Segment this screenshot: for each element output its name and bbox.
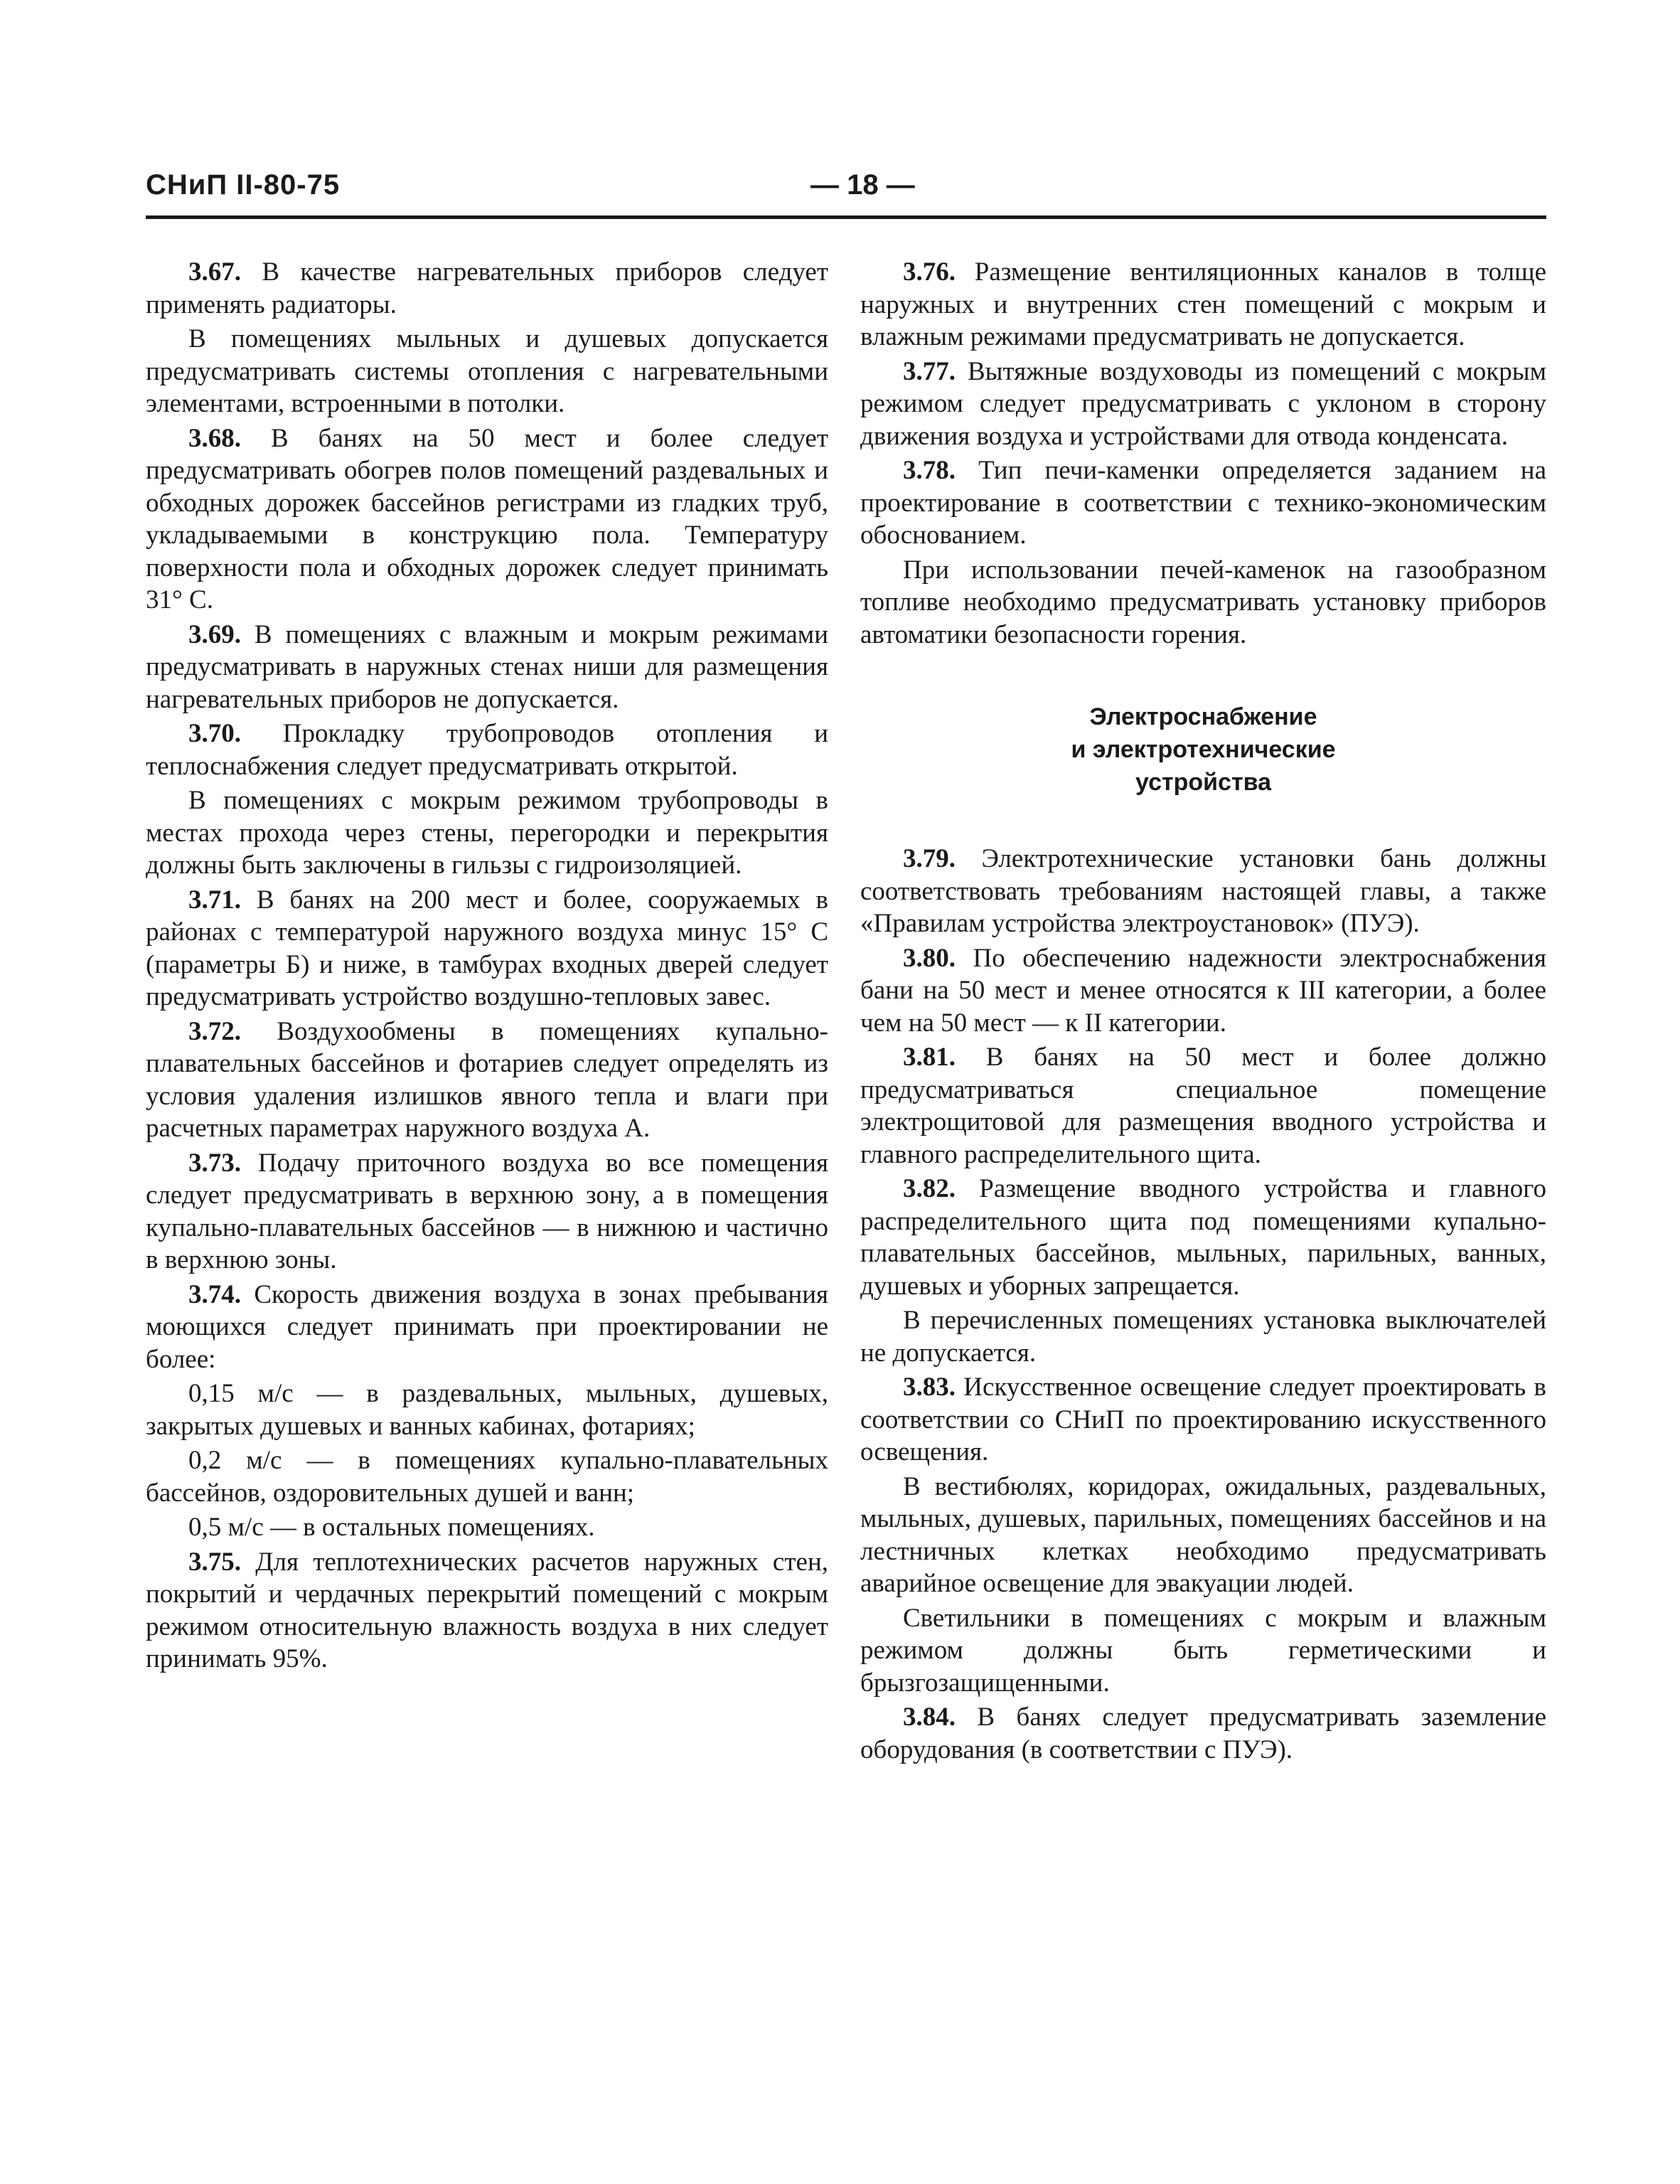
paragraph-text: Прокладку трубопроводов отопления и теплоснабжения следует предусматривать открытой.: [146, 719, 828, 781]
paragraph: [860, 1173, 1546, 1302]
paragraph-text: Скорость движения воздуха в зонах пребывания моющихся следует принимать при проектировании не более:: [146, 1279, 829, 1374]
paragraph: [860, 1371, 1546, 1469]
paragraph: [146, 1511, 828, 1544]
paragraph: [860, 554, 1546, 651]
right-column: [860, 256, 1546, 1768]
paragraph: [860, 1701, 1546, 1766]
paragraph: [146, 1546, 828, 1676]
paragraph-text: В банях следует предусматривать заземление оборудования (в соответствии с ПУЭ).: [860, 1703, 1547, 1764]
clause-number: 3.79.: [903, 844, 956, 873]
paragraph-text: Тип печи-каменки определяется заданием на проектирование в соответствии с технико-экономическим обоснованием.: [860, 456, 1546, 550]
paragraph-text: В помещениях с влажным и мокрым режимами предусматривать в наружных стенах ниши для размещения нагревательных приборов не допускается.: [146, 619, 829, 714]
header-rule: [146, 215, 1546, 219]
paragraph-text: В качестве нагревательных приборов следует применять радиаторы.: [146, 257, 829, 319]
paragraph-text: При использовании печей-каменок на газообразном топливе необходимо предусматривать установку приборов автоматики безопасности горения.: [860, 555, 1546, 649]
clause-number: 3.83.: [903, 1373, 956, 1402]
paragraph: [146, 1147, 828, 1277]
clause-number: 3.77.: [903, 356, 956, 386]
paragraph: [146, 884, 828, 1013]
paragraph: [146, 1444, 828, 1509]
paragraph-text: Светильники в помещениях с мокрым и влажным режимом должны быть герметическими и брызгозащищенными.: [860, 1603, 1546, 1698]
paragraph: [860, 942, 1546, 1040]
clause-number: 3.71.: [188, 885, 241, 915]
page-header: [146, 169, 1546, 212]
clause-number: 3.72.: [188, 1016, 241, 1046]
paragraph: [146, 323, 828, 420]
page-number: — 18 —: [810, 169, 915, 201]
document-code: СНиП II-80-75: [146, 169, 341, 201]
paragraph-text: В банях на 50 мест и более должно предусматриваться специальное помещение электрощитовой для размещения вводного устройства и главного распределительного щита.: [860, 1043, 1547, 1169]
clause-number: 3.68.: [188, 423, 241, 453]
paragraph-text: В перечисленных помещениях установка выключателей не допускается.: [860, 1306, 1546, 1368]
clause-number: 3.73.: [188, 1148, 241, 1178]
paragraph: [146, 784, 828, 882]
paragraph-text: В помещениях мыльных и душевых допускается предусматривать системы отопления с нагревательными элементами, встроенными в потолки.: [146, 324, 828, 418]
clause-number: 3.78.: [903, 456, 956, 485]
clause-number: 3.67.: [188, 257, 241, 287]
paragraph-text: В банях на 200 мест и более, сооружаемых в районах с температурой наружного воздуха минус 15° С (параметры Б) и ниже, в тамбурах входных дверей следует предусматривать устройство воздушно-тепловых завес.: [146, 885, 828, 1011]
clause-number: 3.74.: [188, 1279, 241, 1309]
paragraph-text: В банях на 50 мест и более следует предусматривать обогрев полов помещений раздевальных и обходных дорожек бассейнов регистрами из гладких труб, укладываемыми в конструкцию пола. Температуру поверхности пола и обходных дорожек следует принимать 31° С.: [146, 423, 829, 614]
paragraph-text: 0,15 м/с — в раздевальных, мыльных, душевых, закрытых душевых и ванных кабинах, фотариях;: [146, 1379, 828, 1441]
left-column: [146, 256, 828, 1678]
paragraph-text: В помещениях с мокрым режимом трубопроводы в местах прохода через стены, перегородки и перекрытия должны быть заключены в гильзы с гидроизоляцией.: [146, 786, 828, 880]
paragraph: [860, 356, 1546, 453]
paragraph: [146, 1279, 828, 1376]
clause-number: 3.80.: [903, 943, 956, 973]
paragraph: [860, 843, 1546, 940]
paragraph: [860, 256, 1546, 353]
paragraph-text: В вестибюлях, коридорах, ожидальных, раздевальных, мыльных, душевых, парильных, помещениях бассейнов и на лестничных клетках необходимо предусматривать аварийное освещение для эвакуации людей.: [860, 1471, 1546, 1598]
clause-number: 3.70.: [188, 719, 241, 748]
paragraph-text: Для теплотехнических расчетов наружных стен, покрытий и чердачных перекрытий помещений с мокрым режимом относительную влажность воздуха в них следует принимать 95%.: [146, 1547, 828, 1673]
clause-number: 3.84.: [903, 1703, 956, 1732]
paragraph: [860, 454, 1546, 552]
paragraph: [860, 1471, 1546, 1600]
paragraph: [860, 1602, 1546, 1700]
section-heading-line: и электротехнические: [1071, 736, 1336, 763]
paragraph-text: По обеспечению надежности электроснабжения бани на 50 мест и менее относятся к III категории, а более чем на 50 мест — к II категории.: [860, 943, 1546, 1038]
paragraph-text: 0,5 м/с — в остальных помещениях.: [188, 1513, 595, 1542]
paragraph-text: Подачу приточного воздуха во все помещения следует предусматривать в верхнюю зону, а в помещения купально-плавательных бассейнов — в нижнюю и частично в верхнюю зоны.: [146, 1148, 828, 1274]
paragraph: [146, 718, 828, 782]
clause-number: 3.81.: [903, 1043, 956, 1072]
paragraph: [146, 422, 828, 617]
paragraph-text: Размещение вентиляционных каналов в толще наружных и внутренних стен помещений с мокрым и влажным режимами предусматривать не допускается.: [860, 257, 1547, 351]
paragraph: [860, 1041, 1546, 1171]
paragraph: [146, 619, 828, 716]
paragraph-text: Электротехнические установки бань должны соответствовать требованиям настоящей главы, а также «Правилам устройства электроустановок» (ПУЭ).: [860, 844, 1546, 938]
clause-number: 3.75.: [188, 1547, 241, 1577]
paragraph-text: Воздухообмены в помещениях купально-плавательных бассейнов и фотариев следует определять из условия удаления излишков явного тепла и влаги при расчетных параметрах наружного воздуха А.: [146, 1016, 829, 1143]
paragraph: [146, 1016, 828, 1145]
clause-number: 3.76.: [903, 257, 956, 287]
paragraph-text: Искусственное освещение следует проектировать в соответствии со СНиП по проектированию искусственного освещения.: [860, 1373, 1547, 1466]
paragraph-text: Вытяжные воздуховоды из помещений с мокрым режимом следует предусматривать с уклоном в сторону движения воздуха и устройствами для отвода конденсата.: [860, 356, 1546, 451]
paragraph-text: 0,2 м/с — в помещениях купально-плавательных бассейнов, оздоровительных душей и ванн;: [146, 1446, 828, 1508]
paragraph: [146, 1378, 828, 1442]
section-heading: [860, 701, 1546, 799]
clause-number: 3.69.: [188, 619, 241, 649]
section-heading-line: устройства: [1135, 769, 1271, 796]
section-heading-line: Электроснабжение: [1089, 703, 1317, 730]
clause-number: 3.82.: [903, 1174, 956, 1203]
paragraph: [860, 1304, 1546, 1369]
paragraph-text: Размещение вводного устройства и главного распределительного щита под помещениями купально-плавательных бассейнов, мыльных, парильных, ванных, душевых и уборных запрещается.: [860, 1174, 1547, 1301]
paragraph: [146, 256, 828, 321]
